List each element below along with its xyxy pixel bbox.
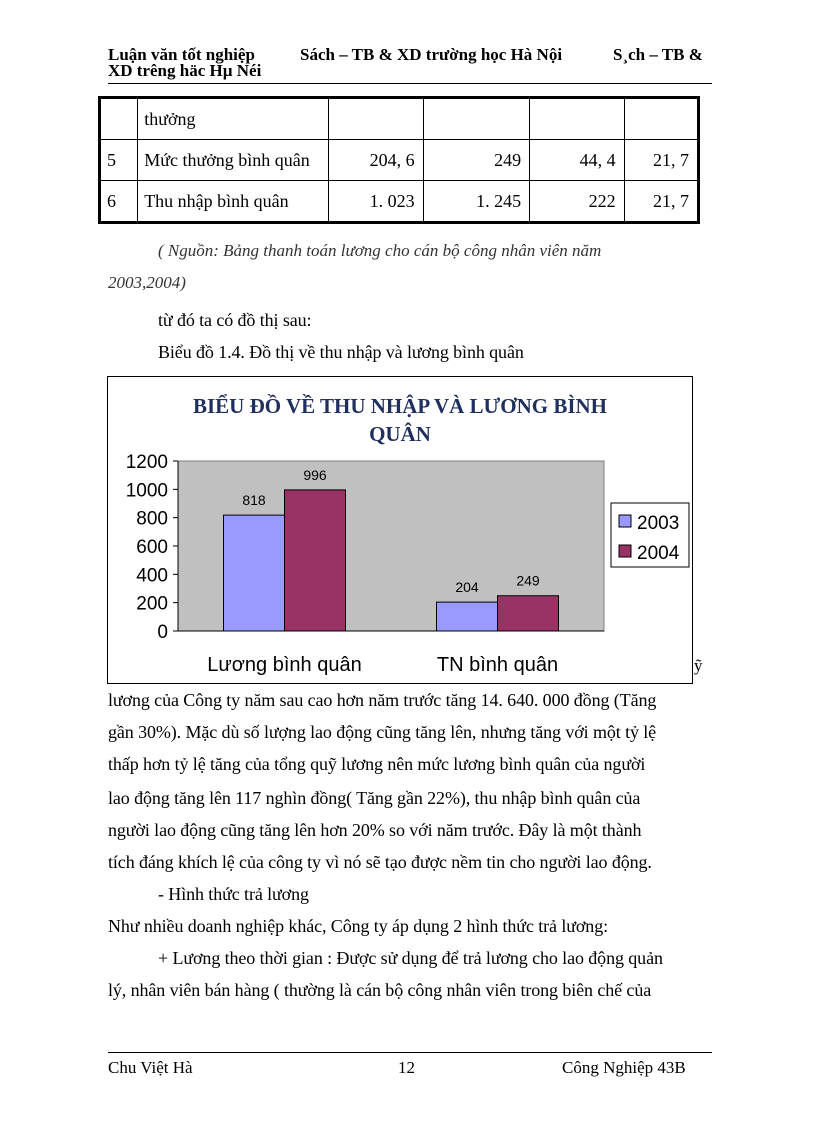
chart-title-cont: QUÂN bbox=[369, 422, 431, 446]
row-number: 6 bbox=[100, 181, 138, 223]
source-note-cont: 2003,2004) bbox=[108, 273, 186, 292]
legend-swatch bbox=[619, 545, 631, 557]
header-title-left: Luận văn tốt nghiệp bbox=[108, 45, 255, 64]
header-title-right: Sách – TB & XD trường học Hà Nội bbox=[300, 45, 563, 64]
row-label: Thu nhập bình quân bbox=[138, 181, 329, 223]
paragraph-line: + Lương theo thời gian : Được sử dụng để trả lương cho lao động quản bbox=[158, 948, 663, 968]
y-tick-label: 600 bbox=[136, 537, 168, 558]
paragraph-line: thấp hơn tỷ lệ tăng của tổng quỹ lương nên mức lương bình quân của người bbox=[108, 754, 646, 774]
chart-title: BIỂU ĐỒ VỀ THU NHẬP VÀ LƯƠNG BÌNH bbox=[192, 394, 608, 418]
footer-author: Chu Việt Hà bbox=[108, 1058, 193, 1077]
row-number bbox=[100, 98, 138, 140]
paragraph-line: tích đáng khích lệ của công ty vì nó sẽ tạo được nềm tin cho người lao động. bbox=[108, 852, 652, 872]
y-tick-label: 0 bbox=[157, 622, 168, 643]
value-2003: 204, 6 bbox=[329, 140, 423, 181]
chart-legend bbox=[611, 503, 689, 567]
chart-caption: Biểu đồ 1.4. Đồ thị về thu nhập và lương bình quân bbox=[158, 342, 524, 362]
value-2004: 249 bbox=[423, 140, 530, 181]
stray-fragment: ỹ bbox=[694, 656, 703, 675]
table-row bbox=[100, 140, 699, 181]
x-tick-label: TN bình quân bbox=[436, 654, 559, 676]
value-diff: 222 bbox=[530, 181, 624, 223]
row-number: 5 bbox=[100, 140, 138, 181]
y-tick-label: 800 bbox=[136, 508, 168, 530]
bar-chart bbox=[108, 377, 692, 683]
value-2003 bbox=[329, 98, 423, 140]
statistics-table bbox=[98, 96, 700, 224]
value-pct: 21, 7 bbox=[624, 140, 698, 181]
footer-class: Công Nghiệp 43B bbox=[562, 1058, 686, 1077]
y-tick-label: 400 bbox=[136, 565, 168, 587]
bar-2004 bbox=[285, 490, 346, 631]
chart-frame bbox=[107, 376, 693, 684]
value-2004: 1. 245 bbox=[423, 181, 530, 223]
page-number: 12 bbox=[398, 1058, 415, 1077]
x-tick-label: Lương bình quân bbox=[207, 654, 362, 676]
value-pct bbox=[624, 98, 698, 140]
y-tick-label: 1000 bbox=[125, 480, 168, 502]
bar-2004 bbox=[498, 596, 559, 631]
header-rule bbox=[108, 83, 712, 84]
data-label: 249 bbox=[516, 572, 540, 589]
source-note: ( Nguồn: Bảng thanh toán lương cho cán bộ công nhân viên năm bbox=[158, 241, 602, 260]
bar-2003 bbox=[224, 515, 285, 631]
paragraph-line: Như nhiều doanh nghiệp khác, Công ty áp dụng 2 hình thức trả lương: bbox=[108, 916, 609, 936]
value-2004 bbox=[423, 98, 530, 140]
row-label: Mức thưởng bình quân bbox=[138, 140, 329, 181]
paragraph-line: lương của Công ty năm sau cao hơn năm trước tăng 14. 640. 000 đồng (Tăng bbox=[108, 690, 657, 710]
header-subtitle: XD trêng häc Hµ Néi bbox=[108, 61, 262, 80]
data-label: 996 bbox=[303, 466, 327, 483]
value-2003: 1. 023 bbox=[329, 181, 423, 223]
y-tick-label: 1200 bbox=[125, 452, 168, 473]
paragraph-line: người lao động cũng tăng lên hơn 20% so với năm trước. Đây là một thành bbox=[108, 820, 642, 840]
table-row bbox=[100, 98, 699, 140]
row-label: thưởng bbox=[138, 98, 329, 140]
header-title-garbled: S¸ch – TB & bbox=[613, 45, 703, 64]
paragraph-line: lý, nhân viên bán hàng ( thường là cán bộ công nhân viên trong biên chế của bbox=[108, 980, 652, 1000]
legend-label: 2004 bbox=[637, 543, 680, 564]
intro-text: từ đó ta có đồ thị sau: bbox=[158, 310, 312, 330]
legend-label: 2003 bbox=[637, 513, 680, 534]
y-tick-label: 200 bbox=[136, 593, 168, 615]
value-diff bbox=[530, 98, 624, 140]
bar-2003 bbox=[437, 602, 498, 631]
value-diff: 44, 4 bbox=[530, 140, 624, 181]
paragraph-line: gần 30%). Mặc dù số lượng lao động cũng tăng lên, nhưng tăng với một tỷ lệ bbox=[108, 722, 657, 742]
paragraph-line: lao động tăng lên 117 nghìn đồng( Tăng gần 22%), thu nhập bình quân của bbox=[108, 788, 641, 808]
data-label: 818 bbox=[242, 492, 266, 509]
table-row bbox=[100, 181, 699, 223]
section-subheading: - Hình thức trả lương bbox=[158, 884, 309, 904]
value-pct: 21, 7 bbox=[624, 181, 698, 223]
data-label: 204 bbox=[455, 579, 479, 596]
legend-swatch bbox=[619, 515, 631, 527]
footer-rule bbox=[108, 1052, 712, 1053]
